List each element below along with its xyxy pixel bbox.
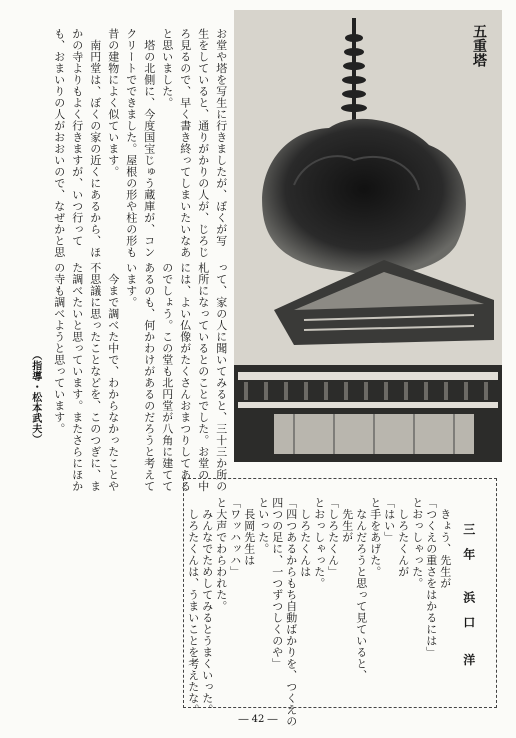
essay-col: 札所になっているとのことでした。お堂の中 — [196, 262, 210, 492]
instructor-signature: （指導・松本武夫） — [29, 350, 41, 445]
essay-col: 南円堂は、ぼくの家の近くにあるから、ほ — [88, 28, 102, 258]
poem-line: とおっしゃった。 — [312, 497, 326, 589]
essay-col: あるのも、何かわけがあるのだろうと考えて — [142, 262, 156, 492]
poem-line: 先生が — [340, 497, 354, 543]
essay-col: 今まで調べた中で、わからなかったことや — [106, 262, 120, 492]
essay-col: 生をしていると、通りがかりの人が、じろじ — [196, 28, 210, 258]
poem-grade: 三 年 — [461, 523, 476, 561]
essay-col: って、家の人に聞いてみると、三十三か所の — [214, 262, 228, 492]
poem-author: 浜 口 洋 — [461, 591, 476, 666]
poem-line: 長岡先生は — [242, 497, 256, 566]
poem-line: と大声でわらわれた。 — [214, 497, 228, 612]
poem-line: 「四つあるからもち自動ばかりを、つくえの — [284, 497, 298, 727]
essay-col: お堂や塔を写生に行きましたが、ぼくが写 — [214, 28, 228, 247]
poem-line: しろたくんが — [396, 497, 410, 578]
page-number: ― 42 ― — [238, 714, 278, 725]
essay-col: かの寺よりもよく行きますが、いつ行って — [70, 28, 84, 247]
essay-col: ろ見るので、早く書き終ってしまいたいなあ — [178, 28, 192, 258]
essay-col: 昔の建物によく似ています。 — [106, 28, 120, 178]
essay-col: 不思議に思ったことなどを、このつぎに、ま — [88, 262, 102, 492]
essay-col: クリートでできました。屋根の形や柱の形も — [124, 28, 138, 258]
poem-line: 「ワッハッハ」 — [228, 497, 242, 578]
essay-col: 塔の北側に、今度国宝じゅう蔵庫が、コン — [142, 28, 156, 258]
poem-line: と手をあげた。 — [368, 497, 382, 578]
essay-col: には、よい仏像がたくさんおまつりしてある — [178, 262, 192, 492]
poem-line: 「しろたくん」 — [326, 497, 340, 578]
essay-col: た調べたいと思っています。またさらにほか — [70, 262, 84, 492]
essay-col: と思いました。 — [160, 28, 174, 109]
photo-label: 五重塔 — [471, 24, 487, 68]
pagoda-photo — [234, 10, 502, 462]
poem-line: 四つの足に、一つずつしくのや」 — [270, 497, 284, 670]
essay-col: の寺も調べようと思っています。 — [52, 262, 66, 435]
poem-line: きょう、先生が — [438, 497, 452, 589]
poem-line: といった。 — [256, 497, 270, 555]
poem-line: とおっしゃった。 — [410, 497, 424, 589]
poem-line: みんなでためしてみるとうまくいった。 — [200, 497, 214, 716]
poem-line: 「はい」 — [382, 497, 396, 543]
pagoda-illustration — [234, 10, 502, 462]
poem-line: しろたくんは — [298, 497, 312, 578]
essay-col: います。 — [124, 262, 138, 308]
poem-line: しろたくんは、うまいことを考えたな。 — [186, 497, 200, 716]
poem-line: なんだろうと思って見ていると、 — [354, 497, 368, 681]
essay-col: のでしょう。この堂も北円堂が八角に建てて — [160, 262, 174, 492]
poem-line: 「つくえの重さをはかるには」 — [424, 497, 438, 658]
essay-col: も、おまいりの人がおおいので、なぜかと思 — [52, 28, 66, 258]
